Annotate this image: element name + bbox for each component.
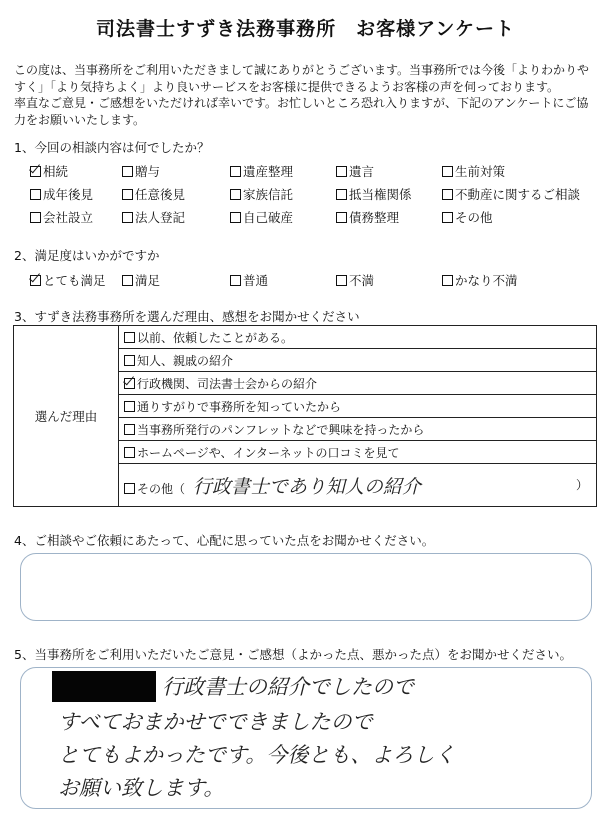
reason-other-label: その他（	[137, 481, 186, 496]
q1-option-label: 贈与	[135, 164, 161, 179]
q2-option-label: 普通	[243, 273, 269, 288]
q1-option-label: 不動産に関するご相談	[455, 187, 581, 202]
reason-option-2[interactable]	[119, 372, 597, 395]
checkbox[interactable]	[122, 189, 133, 200]
reason-option-label: 知人、親戚の紹介	[137, 353, 234, 368]
reason-option-label: ホームページや、インターネットの口コミを見て	[137, 445, 400, 460]
q1-option[interactable]	[336, 162, 374, 180]
q1-option[interactable]	[442, 162, 505, 180]
checkbox[interactable]	[122, 212, 133, 223]
reason-option-label: 通りすがりで事務所を知っていたから	[137, 399, 342, 414]
checkbox[interactable]	[124, 332, 135, 343]
checkbox[interactable]	[336, 275, 347, 286]
checkbox-checked[interactable]	[30, 166, 41, 177]
checkbox-checked[interactable]	[124, 378, 135, 389]
q5-answer-line-1: 行政書士の紹介でしたので	[162, 675, 414, 699]
q2-option-label: かなり不満	[455, 273, 518, 288]
reason-table	[13, 325, 597, 507]
q1-option-label: 生前対策	[455, 164, 506, 179]
q5-answer-line-4: お願い致します。	[58, 776, 225, 800]
checkbox[interactable]	[124, 401, 135, 412]
survey-title: 司法書士すずき法務事務所 お客様アンケート	[95, 18, 516, 40]
checkbox-checked[interactable]	[30, 275, 41, 286]
reason-other-answer: 行政書士であり知人の紹介	[192, 475, 421, 498]
q1-question: 1、今回の相談内容は何でしたか？	[14, 140, 210, 155]
reason-option-1[interactable]	[119, 349, 597, 372]
q1-option-label: 遺言	[349, 164, 375, 179]
checkbox[interactable]	[230, 189, 241, 200]
q4-answer-box[interactable]	[20, 553, 592, 621]
intro-paragraph-1: この度は、当事務所をご利用いただきまして誠にありがとうございます。当事務所では今後「よりわかりやすく」「より気持ちよく」より良いサービスをお客様に提供できるようお客様の声を伺っております。	[14, 63, 590, 94]
q1-option[interactable]	[230, 162, 293, 180]
q1-option[interactable]	[230, 185, 293, 203]
q2-option-label: 不満	[349, 273, 375, 288]
q1-option[interactable]	[230, 208, 293, 226]
q1-option[interactable]	[122, 185, 185, 203]
checkbox[interactable]	[30, 189, 41, 200]
q5-answer-line-3: とてもよかったです。今後とも、よろしく	[58, 743, 456, 767]
intro-text	[14, 62, 599, 128]
checkbox[interactable]	[230, 275, 241, 286]
reason-option-5[interactable]	[119, 441, 597, 464]
q5-question: 5、当事務所をご利用いただいたご意見・ご感想（よかった点、悪かった点）をお聞かせください。	[14, 647, 572, 662]
q1-option-label: 相続	[43, 164, 69, 179]
reason-row-label: 選んだ理由	[14, 326, 119, 507]
q1-option-label: 債務整理	[349, 210, 400, 225]
q1-option-label: 法人登記	[135, 210, 186, 225]
reason-option-0[interactable]	[119, 326, 597, 349]
q1-option-label: 会社設立	[43, 210, 94, 225]
q1-option[interactable]	[336, 208, 399, 226]
reason-option-label: 以前、依頼したことがある。	[137, 330, 294, 345]
checkbox[interactable]	[442, 212, 453, 223]
checkbox[interactable]	[124, 355, 135, 366]
q2-question: 2、満足度はいかがですか	[14, 248, 160, 263]
q1-option[interactable]	[30, 162, 68, 180]
q2-option[interactable]	[30, 271, 106, 289]
q1-option[interactable]	[336, 185, 412, 203]
reason-other-close: ）	[575, 478, 588, 492]
reason-option-3[interactable]	[119, 395, 597, 418]
q2-option[interactable]	[336, 271, 374, 289]
q1-option-label: 自己破産	[243, 210, 294, 225]
q1-option-label: その他	[455, 210, 493, 225]
checkbox[interactable]	[122, 166, 133, 177]
q1-option-label: 任意後見	[135, 187, 186, 202]
q2-option[interactable]	[122, 271, 160, 289]
q1-option[interactable]	[30, 208, 93, 226]
q2-option[interactable]	[442, 271, 518, 289]
reason-option-label: 当事務所発行のパンフレットなどで興味を持ったから	[137, 422, 425, 437]
q5-answer-line-2: すべておまかせでできましたので	[58, 710, 373, 734]
checkbox[interactable]	[230, 212, 241, 223]
checkbox[interactable]	[30, 212, 41, 223]
reason-option-other[interactable]	[119, 464, 597, 507]
q1-option[interactable]	[30, 185, 93, 203]
checkbox[interactable]	[230, 166, 241, 177]
checkbox[interactable]	[124, 447, 135, 458]
q2-option-label: とても満足	[43, 273, 106, 288]
intro-paragraph-2: 率直なご意見・ご感想をいただければ幸いです。お忙しいところ恐れ入りますが、下記のアンケートにご協力をお願いいたします。	[14, 96, 589, 127]
reason-option-4[interactable]	[119, 418, 597, 441]
checkbox[interactable]	[124, 483, 135, 494]
q2-option[interactable]	[230, 271, 268, 289]
q2-option-label: 満足	[135, 273, 161, 288]
checkbox[interactable]	[336, 189, 347, 200]
checkbox[interactable]	[442, 166, 453, 177]
checkbox[interactable]	[442, 189, 453, 200]
reason-option-label: 行政機関、司法書士会からの紹介	[137, 376, 318, 391]
checkbox[interactable]	[124, 424, 135, 435]
checkbox[interactable]	[122, 275, 133, 286]
checkbox[interactable]	[442, 275, 453, 286]
q1-option-label: 遺産整理	[243, 164, 294, 179]
q1-option[interactable]	[442, 208, 493, 226]
q1-option-label: 家族信託	[243, 187, 294, 202]
q1-option-label: 成年後見	[43, 187, 94, 202]
q1-option[interactable]	[122, 162, 160, 180]
q4-question: 4、ご相談やご依頼にあたって、心配に思っていた点をお聞かせください。	[14, 533, 435, 548]
q1-option[interactable]	[442, 185, 580, 203]
q1-option[interactable]	[122, 208, 185, 226]
q3-question: 3、すずき法務事務所を選んだ理由、感想をお聞かせください	[14, 309, 360, 324]
q1-option-label: 抵当権関係	[349, 187, 412, 202]
redaction-block	[52, 671, 156, 702]
checkbox[interactable]	[336, 212, 347, 223]
checkbox[interactable]	[336, 166, 347, 177]
